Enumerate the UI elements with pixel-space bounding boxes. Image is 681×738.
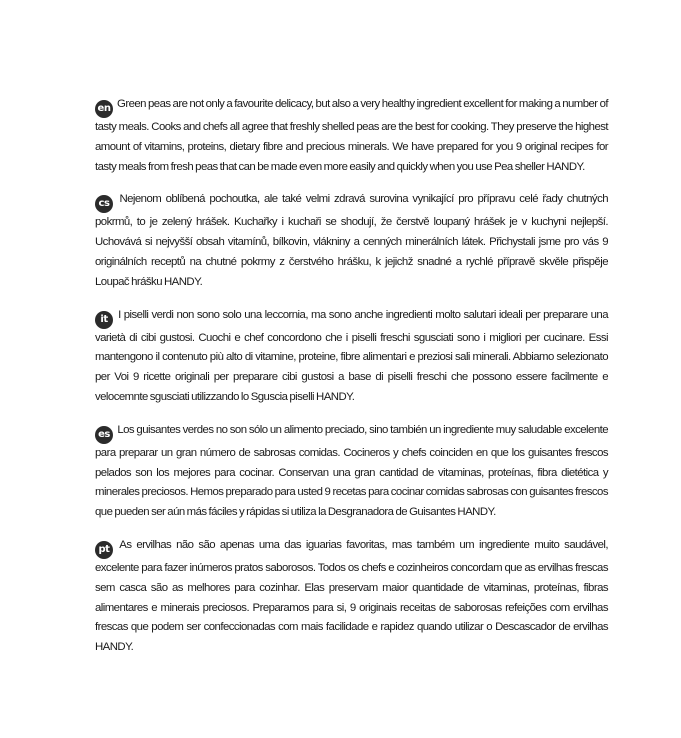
paragraph-cs bbox=[95, 190, 608, 292]
language-badge-cs: cs bbox=[95, 195, 113, 213]
paragraph-text-cs: Nejenom oblíbená pochoutka, ale také velmi zdravá surovina vynikající pro přípravu celé řady chutných pokrmů, to je zelený hrášek. Kuchařky i kuchaři se shodují, že čerstvě loupaný hrášek je v kuchyni nejlepší. Uchovává si nejvyšší obsah vitamínů, bílkovin, vlákniny a cenných minerálních látek. Přichystali jsme pro vás 9 originálních receptů na chutné pokrmy z čerstvého hrášku, k jejichž snadné a rychlé přípravě skvěle přispěje Loupač hrášku HANDY. bbox=[95, 193, 608, 288]
language-badge-en: en bbox=[95, 100, 113, 118]
language-badge-it: it bbox=[95, 311, 113, 329]
language-badge-es: es bbox=[95, 426, 113, 444]
language-badge-pt: pt bbox=[95, 541, 113, 559]
paragraph-it bbox=[95, 306, 608, 408]
paragraph-text-en: Green peas are not only a favourite delicacy, but also a very healthy ingredient excellent for making a number of tasty meals. Cooks and chefs all agree that freshly shelled peas are the best for cooking. They preserve the highest amount of vitamins, proteins, dietary fibre and precious minerals. We have prepared for you 9 original recipes for tasty meals from fresh peas that can be made even more easily and quickly when you use Pea sheller HANDY. bbox=[95, 98, 608, 173]
paragraph-text-it: I piselli verdi non sono solo una leccornia, ma sono anche ingredienti molto salutari ideali per preparare una varietà di cibi gustosi. Cuochi e chef concordono che i piselli freschi sgusciati sono i migliori per cucinare. Essi mantengono il contenuto più alto di vitamine, proteine, fibre alimentari e preziosi sali minerali. Abbiamo selezionato per Voi 9 ricette originali per preparare cibi gustosi a base di piselli freschi che possono essere facilmente e velocemnte sgusciati utilizzando lo Sguscia piselli HANDY. bbox=[95, 308, 608, 403]
document-page bbox=[95, 95, 608, 671]
paragraph-text-pt: As ervilhas não são apenas uma das iguarias favoritas, mas também um ingrediente muito saudável, excelente para fazer inúmeros pratos saborosos. Todos os chefs e cozinheiros concordam que as ervilhas frescas sem casca são as melhores para cozinhar. Elas preservam maior quantidade de vitaminas, proteínas, fibras alimentares e minerais preciosos. Preparamos para si, 9 originais receitas de saborosas refeições com ervilhas frescas que podem ser confeccionadas com mais facilidade e rapidez quando utilizar o Descascador de ervilhas HANDY. bbox=[95, 538, 608, 654]
paragraph-pt bbox=[95, 536, 608, 658]
paragraph-es bbox=[95, 421, 608, 523]
paragraph-text-es: Los guisantes verdes no son sólo un alimento preciado, sino también un ingrediente muy saludable excelente para preparar un gran número de sabrosas comidas. Cocineros y chefs coinciden en que los guisantes frescos pelados son los mejores para cocinar. Conservan una gran cantidad de vitaminas, proteínas, fibra dietética y minerales preciosos. Hemos preparado para usted 9 recetas para cocinar comidas sabrosas con guisantes frescos que pueden ser aún más fáciles y rápidas si utiliza la Desgranadora de Guisantes HANDY. bbox=[95, 423, 608, 519]
paragraph-en bbox=[95, 95, 608, 177]
